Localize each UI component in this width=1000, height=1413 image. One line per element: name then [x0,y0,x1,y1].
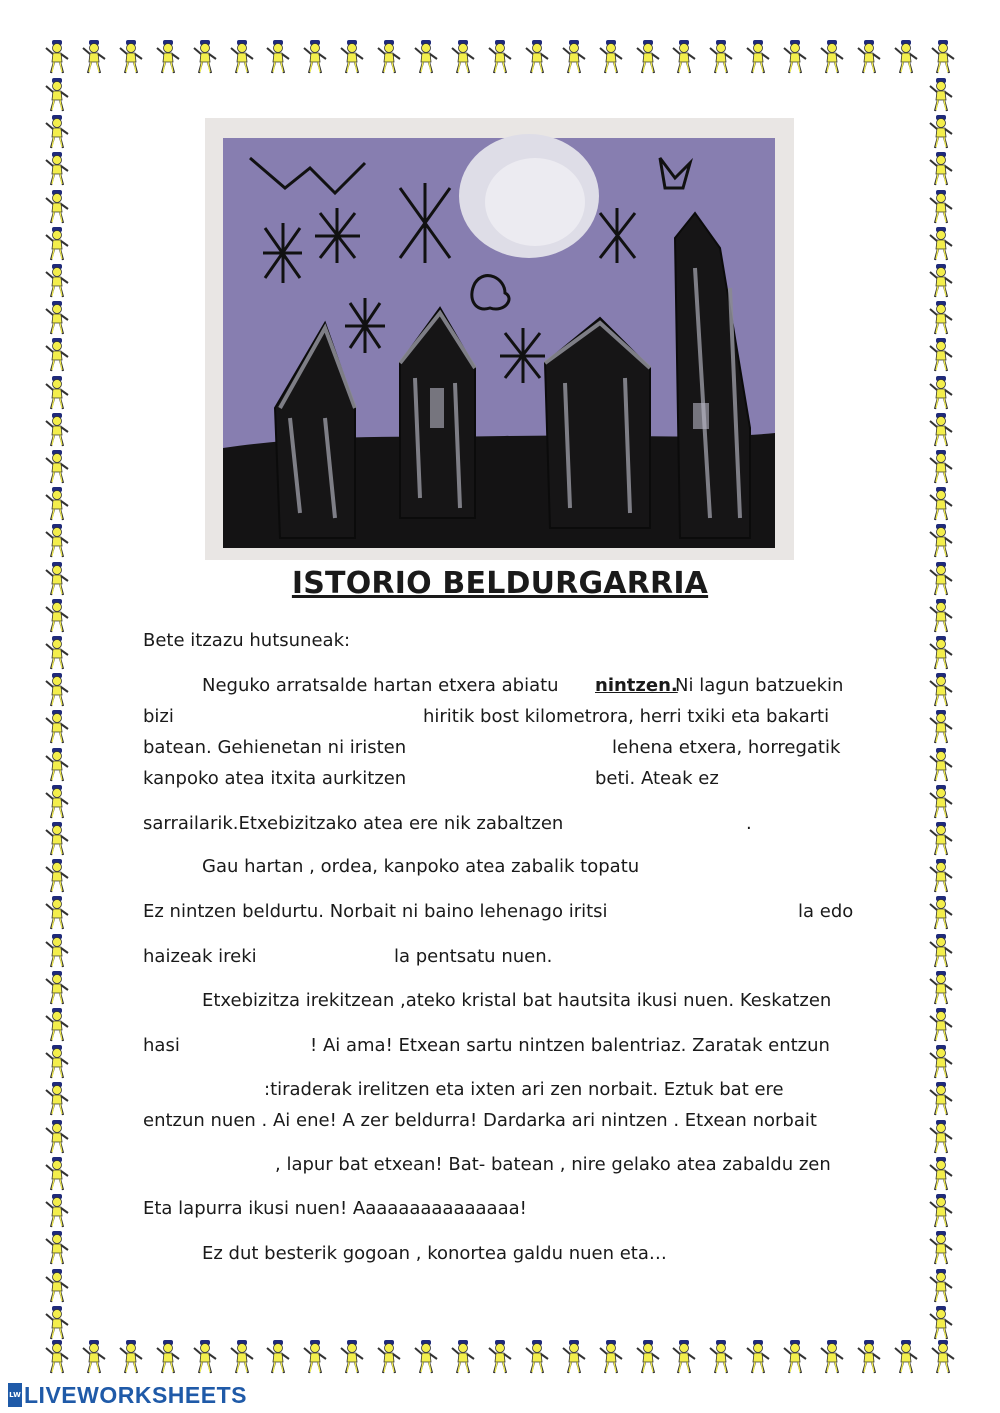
stick-figure-icon [44,636,70,670]
story-text: ! Ai ama! Etxean sartu nintzen balentriaz. Zaratak entzun [310,1035,830,1056]
stick-figure-icon [487,40,513,74]
story-text: :tiraderak irelitzen eta ixten ari zen norbait. Eztuk bat ere [264,1079,784,1100]
stick-figure-icon [376,40,402,74]
stick-figure-icon [928,1082,954,1116]
story-text: Eta lapurra ikusi nuen! Aaaaaaaaaaaaaaa! [143,1198,527,1219]
stick-figure-icon [44,1306,70,1340]
stick-figure-icon [265,1340,291,1374]
stick-figure-icon [928,487,954,521]
stick-figure-icon [487,1340,513,1374]
story-line-1 [143,675,855,701]
stick-figure-icon [44,1231,70,1265]
stick-figure-icon [928,1045,954,1079]
liveworksheets-logo[interactable] [8,1382,247,1408]
stick-figure-icon [928,78,954,112]
stick-figure-icon [928,636,954,670]
stick-figure-icon [81,1340,107,1374]
stick-figure-icon [524,1340,550,1374]
story-text: batean. Gehienetan ni iristen [143,737,407,758]
stick-figure-icon [928,1231,954,1265]
stick-figure-icon [928,1008,954,1042]
stick-figure-icon [376,1340,402,1374]
example-answer: nintzen. [595,675,678,696]
story-line-9 [143,990,855,1016]
stick-figure-icon [928,190,954,224]
story-line-5 [143,813,855,839]
story-line-14 [143,1198,855,1224]
logo-badge: LW [8,1383,22,1407]
stick-figure-icon [44,859,70,893]
stick-figure-icon [81,40,107,74]
story-text: Neguko arratsalde hartan etxera abiatu [202,675,559,696]
story-line-13 [143,1154,855,1180]
stick-figure-icon [928,1269,954,1303]
stick-figure-icon [928,822,954,856]
stick-figure-icon [930,1340,956,1374]
decorative-border-top [44,40,956,78]
stick-figure-icon [44,1194,70,1228]
answer-blank-6[interactable] [670,856,855,882]
answer-blank-3[interactable] [432,768,587,794]
stick-figure-icon [44,1120,70,1154]
stick-figure-icon [44,822,70,856]
stick-figure-icon [708,1340,734,1374]
stick-figure-icon [928,338,954,372]
stick-figure-icon [44,40,70,74]
stick-figure-icon [44,487,70,521]
stick-figure-icon [265,40,291,74]
story-text: sarrailarik.Etxebizitzako atea ere nik zabaltzen [143,813,564,834]
answer-blank-2[interactable] [435,737,605,763]
stick-figure-icon [44,934,70,968]
stick-figure-icon [782,40,808,74]
story-text: bizi [143,706,174,727]
story-text: Gau hartan , ordea, kanpoko atea zabalik topatu [202,856,640,877]
stick-figure-icon [44,710,70,744]
stick-figure-icon [928,524,954,558]
stick-figure-icon [302,1340,328,1374]
story-text: lehena etxera, horregatik [612,737,841,758]
stick-figure-icon [893,1340,919,1374]
stick-figure-icon [928,1157,954,1191]
stick-figure-icon [928,376,954,410]
stick-figure-icon [450,40,476,74]
story-text: Etxebizitza irekitzean ,ateko kristal bat hautsita ikusi nuen. Keskatzen [202,990,832,1011]
stick-figure-icon [928,673,954,707]
night-houses-drawing [205,118,794,560]
answer-blank-8[interactable] [265,946,390,972]
story-text: , lapur bat etxean! Bat- batean , nire gelako atea zabaldu zen [275,1154,831,1175]
stick-figure-icon [302,40,328,74]
story-line-15 [143,1243,855,1269]
stick-figure-icon [339,1340,365,1374]
stick-figure-icon [928,785,954,819]
answer-blank-4[interactable] [730,768,855,794]
stick-figure-icon [928,450,954,484]
stick-figure-icon [635,40,661,74]
stick-figure-icon [708,40,734,74]
stick-figure-icon [44,338,70,372]
story-text: Ez nintzen beldurtu. Norbait ni baino lehenago iritsi [143,901,608,922]
stick-figure-icon [635,1340,661,1374]
stick-figure-icon [44,524,70,558]
stick-figure-icon [928,599,954,633]
story-text: Ni lagun batzuekin [675,675,844,696]
stick-figure-icon [229,40,255,74]
story-text: la pentsatu nuen. [394,946,553,967]
stick-figure-icon [44,896,70,930]
stick-figure-icon [856,40,882,74]
stick-figure-icon [44,673,70,707]
story-text: . [746,813,752,834]
stick-figure-icon [671,40,697,74]
stick-figure-icon [44,599,70,633]
stick-figure-icon [44,748,70,782]
story-text: kanpoko atea itxita aurkitzen [143,768,407,789]
stick-figure-icon [819,1340,845,1374]
stick-figure-icon [118,40,144,74]
decorative-border-bottom [44,1340,956,1378]
stick-figure-icon [928,859,954,893]
stick-figure-icon [928,152,954,186]
stick-figure-icon [745,1340,771,1374]
story-text: Ez dut besterik gogoan , konortea galdu nuen eta… [202,1243,667,1264]
stick-figure-icon [928,413,954,447]
stick-figure-icon [192,1340,218,1374]
stick-figure-icon [44,1082,70,1116]
stick-figure-icon [44,1008,70,1042]
stick-figure-icon [44,1340,70,1374]
stick-figure-icon [155,1340,181,1374]
stick-figure-icon [928,1194,954,1228]
stick-figure-icon [856,1340,882,1374]
decorative-border-left [44,78,74,1340]
stick-figure-icon [44,785,70,819]
answer-blank-7[interactable] [640,901,790,927]
stick-figure-icon [44,301,70,335]
stick-figure-icon [928,971,954,1005]
stick-figure-icon [819,40,845,74]
stick-figure-icon [413,40,439,74]
stick-figure-icon [930,40,956,74]
stick-figure-icon [413,1340,439,1374]
stick-figure-icon [928,896,954,930]
answer-blank-9[interactable] [186,1035,306,1061]
stick-figure-icon [928,115,954,149]
stick-figure-icon [44,450,70,484]
answer-blank-1[interactable] [190,706,415,732]
stick-figure-icon [561,40,587,74]
stick-figure-icon [745,40,771,74]
page-title: ISTORIO BELDURGARRIA [291,566,709,601]
instructions: Bete itzazu hutsuneak: [143,630,351,651]
stick-figure-icon [44,264,70,298]
stick-figure-icon [928,710,954,744]
stick-figure-icon [44,1045,70,1079]
stick-figure-icon [928,1306,954,1340]
stick-figure-icon [44,376,70,410]
story-text: haizeak ireki [143,946,257,967]
stick-figure-icon [928,301,954,335]
stick-figure-icon [671,1340,697,1374]
stick-figure-icon [44,1269,70,1303]
answer-blank-5[interactable] [590,813,740,839]
story-line-12 [143,1110,855,1136]
stick-figure-icon [782,1340,808,1374]
stick-figure-icon [44,1157,70,1191]
logo-text: LIVEWORKSHEETS [24,1381,247,1408]
stick-figure-icon [155,40,181,74]
stick-figure-icon [339,40,365,74]
stick-figure-icon [192,40,218,74]
stick-figure-icon [928,934,954,968]
stick-figure-icon [928,748,954,782]
stick-figure-icon [450,1340,476,1374]
stick-figure-icon [44,115,70,149]
stick-figure-icon [598,40,624,74]
story-line-11 [143,1079,855,1105]
stick-figure-icon [229,1340,255,1374]
stick-figure-icon [118,1340,144,1374]
stick-figure-icon [928,227,954,261]
story-text: la edo [798,901,854,922]
story-text: beti. Ateak ez [595,768,719,789]
story-text: hiritik bost kilometrora, herri txiki eta bakarti [423,706,830,727]
story-text: entzun nuen . Ai ene! A zer beldurra! Dardarka ari nintzen . Etxean norbait [143,1110,817,1131]
stick-figure-icon [928,264,954,298]
stick-figure-icon [893,40,919,74]
stick-figure-icon [524,40,550,74]
decorative-border-right [928,78,958,1340]
stick-figure-icon [44,971,70,1005]
story-line-8 [143,946,855,972]
stick-figure-icon [44,152,70,186]
stick-figure-icon [44,413,70,447]
story-text: hasi [143,1035,180,1056]
stick-figure-icon [598,1340,624,1374]
stick-figure-icon [44,78,70,112]
stick-figure-icon [44,227,70,261]
stick-figure-icon [561,1340,587,1374]
stick-figure-icon [928,1120,954,1154]
stick-figure-icon [44,190,70,224]
